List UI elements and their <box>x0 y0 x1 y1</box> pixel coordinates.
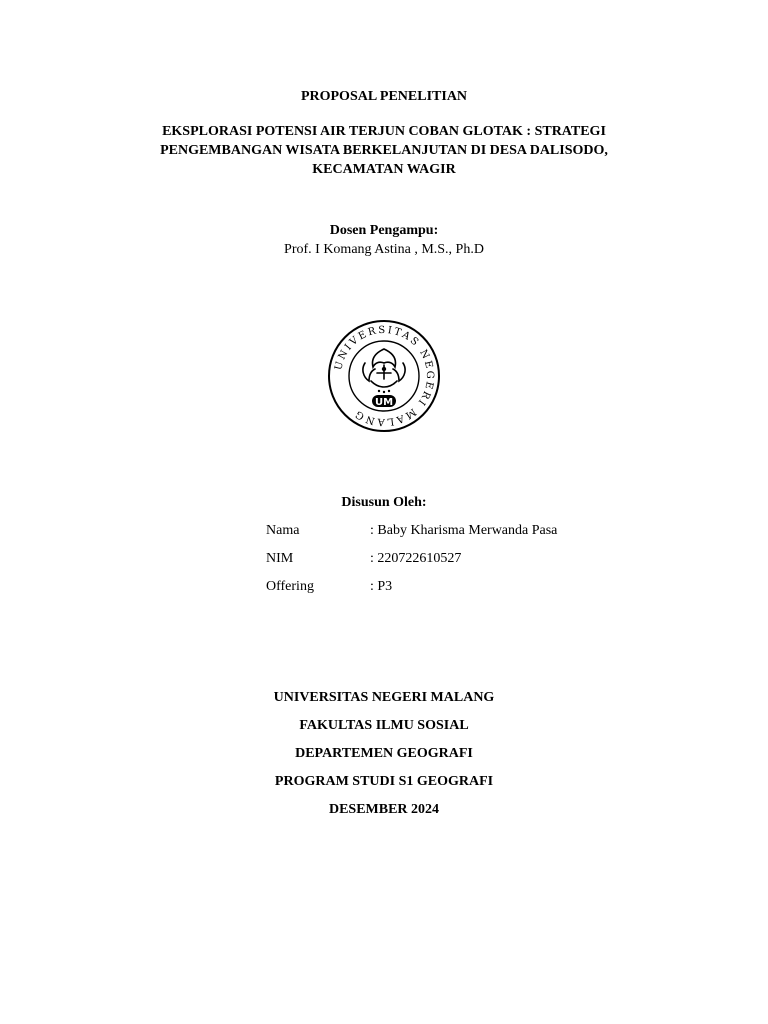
author-row-offering <box>266 578 686 596</box>
author-row-name <box>266 522 686 540</box>
author-row-value: : P3 <box>370 579 393 594</box>
author-row-label: Nama <box>266 523 300 538</box>
research-title-line: PENGEMBANGAN WISATA BERKELANJUTAN DI DESA DALISODO, <box>160 143 608 158</box>
institution-faculty: FAKULTAS ILMU SOSIAL <box>299 718 469 733</box>
institution-department: DEPARTEMEN GEOGRAFI <box>295 746 473 761</box>
svg-text:UM: UM <box>374 397 394 408</box>
research-title <box>84 122 684 179</box>
university-seal-icon <box>327 319 441 433</box>
lecturer-name: Prof. I Komang Astina , M.S., Ph.D <box>284 242 484 257</box>
proposal-heading: PROPOSAL PENELITIAN <box>300 89 468 104</box>
author-label: Disusun Oleh: <box>341 495 427 510</box>
research-title-line: KECAMATAN WAGIR <box>312 162 456 177</box>
svg-text:UNIVERSITAS NEGERI MALANG: UNIVERSITAS NEGERI MALANG <box>333 324 436 428</box>
author-row-value: : Baby Kharisma Merwanda Pasa <box>370 523 558 538</box>
author-row-label: Offering <box>266 579 314 594</box>
author-row-nim <box>266 550 686 568</box>
institution-university: UNIVERSITAS NEGERI MALANG <box>273 690 495 705</box>
author-row-value: : 220722610527 <box>370 551 462 566</box>
author-row-label: NIM <box>266 551 294 566</box>
document-date: DESEMBER 2024 <box>328 802 440 817</box>
research-title-line: EKSPLORASI POTENSI AIR TERJUN COBAN GLOTAK : STRATEGI <box>162 124 606 139</box>
institution-program: PROGRAM STUDI S1 GEOGRAFI <box>274 774 494 789</box>
lecturer-label: Dosen Pengampu: <box>329 223 439 238</box>
